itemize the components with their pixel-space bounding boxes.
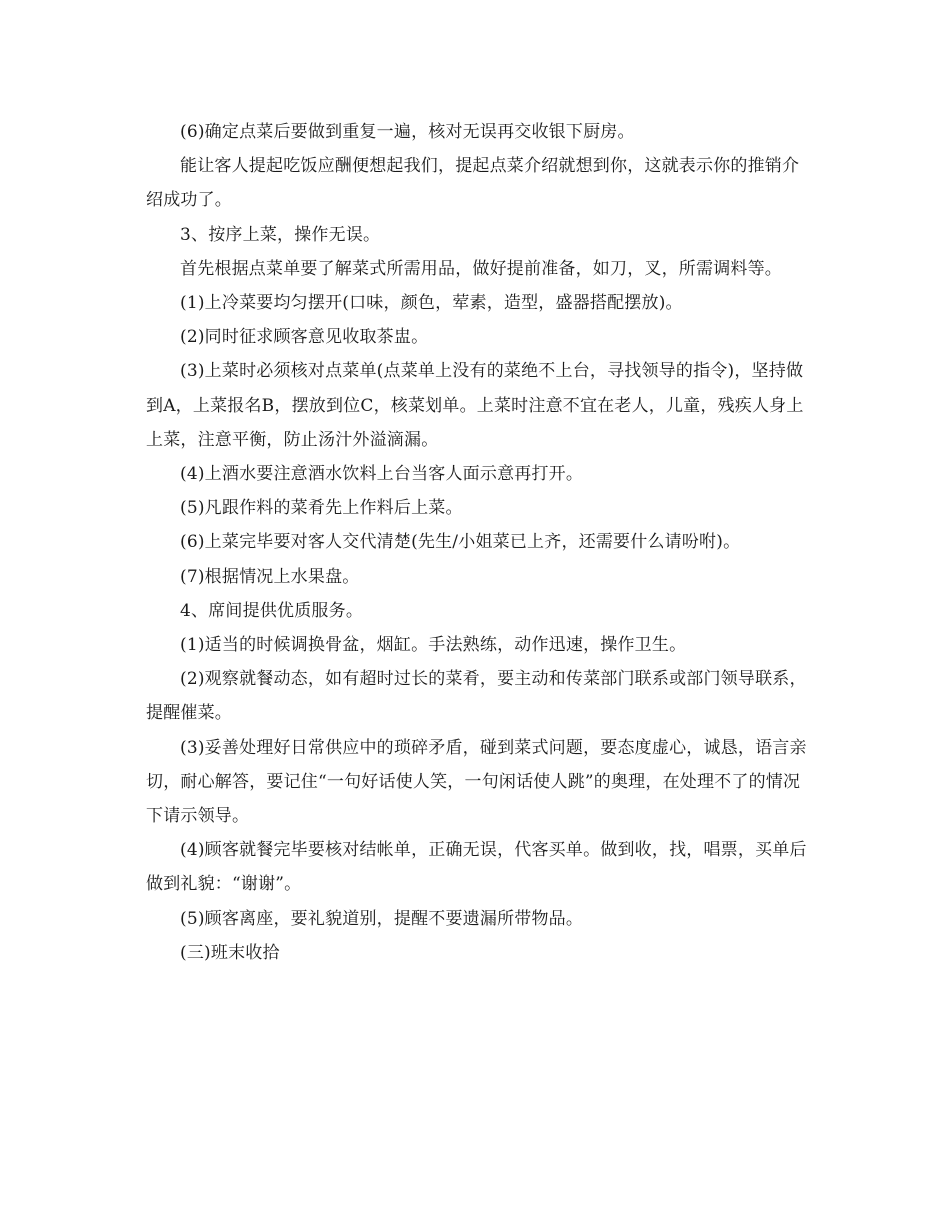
list-item-check-order: (3)上菜时必须核对点菜单(点菜单上没有的菜绝不上台，寻找领导的指令)，坚持做到A，上菜报名B，摆放到位C，核菜划单。上菜时注意不宜在老人，儿童，残疾人身上上菜，注意平衡，防止汤汁外溢滴漏。 [146,361,804,450]
list-item-cold-dishes: (1)上冷菜要均匀摆开(口味，颜色，荤素，造型，盛器搭配摆放)。 [180,293,683,314]
section-heading-end-of-shift: (三)班末收拾 [180,942,280,963]
section-heading-serve-in-order: 3、按序上菜，操作无误。 [180,224,381,245]
list-item-checkout: (4)顾客就餐完毕要核对结帐单，正确无误，代客买单。做到收，找，唱票，买单后做到礼貌：“谢谢”。 [146,840,807,895]
section-heading-table-service: 4、席间提供优质服务。 [180,600,364,621]
list-item-farewell: (5)顾客离座，要礼貌道别，提醒不要遗漏所带物品。 [180,908,584,929]
list-item-change-plates: (1)适当的时候调换骨盆，烟缸。手法熟练，动作迅速，操作卫生。 [180,635,687,656]
paragraph-confirm-order: (6)确定点菜后要做到重复一遍，核对无误再交收银下厨房。 [180,122,635,142]
document-body [146,115,814,970]
list-item-handle-conflicts: (3)妥善处理好日常供应中的琐碎矛盾，碰到菜式问题，要态度虚心，诚恳，语言亲切，耐心解答，要记住“一句好话使人笑，一句闲话使人跳”的奥理，在处理不了的情况下请示领导。 [146,737,807,827]
list-item-open-drinks: (4)上酒水要注意酒水饮料上台当客人面示意再打开。 [180,464,584,485]
list-item-condiments-first: (5)凡跟作料的菜肴先上作料后上菜。 [180,498,463,519]
list-item-collect-tea-cups: (2)同时征求顾客意见收取茶盅。 [180,327,429,348]
paragraph-prepare-utensils: 首先根据点菜单要了解菜式所需用品，做好提前准备，如刀，叉，所需调料等。 [180,258,782,279]
list-item-inform-guests: (6)上菜完毕要对客人交代清楚(先生/小姐菜已上齐，还需要什么请吩咐)。 [180,532,741,553]
list-item-observe-dining: (2)观察就餐动态，如有超时过长的菜肴，要主动和传菜部门联系或部门领导联系，提醒催菜。 [146,669,807,724]
list-item-fruit-plate: (7)根据情况上水果盘。 [180,566,360,587]
paragraph-sales-success: 能让客人提起吃饭应酬便想起我们，提起点菜介绍就想到你，这就表示你的推销介绍成功了。 [146,156,800,211]
